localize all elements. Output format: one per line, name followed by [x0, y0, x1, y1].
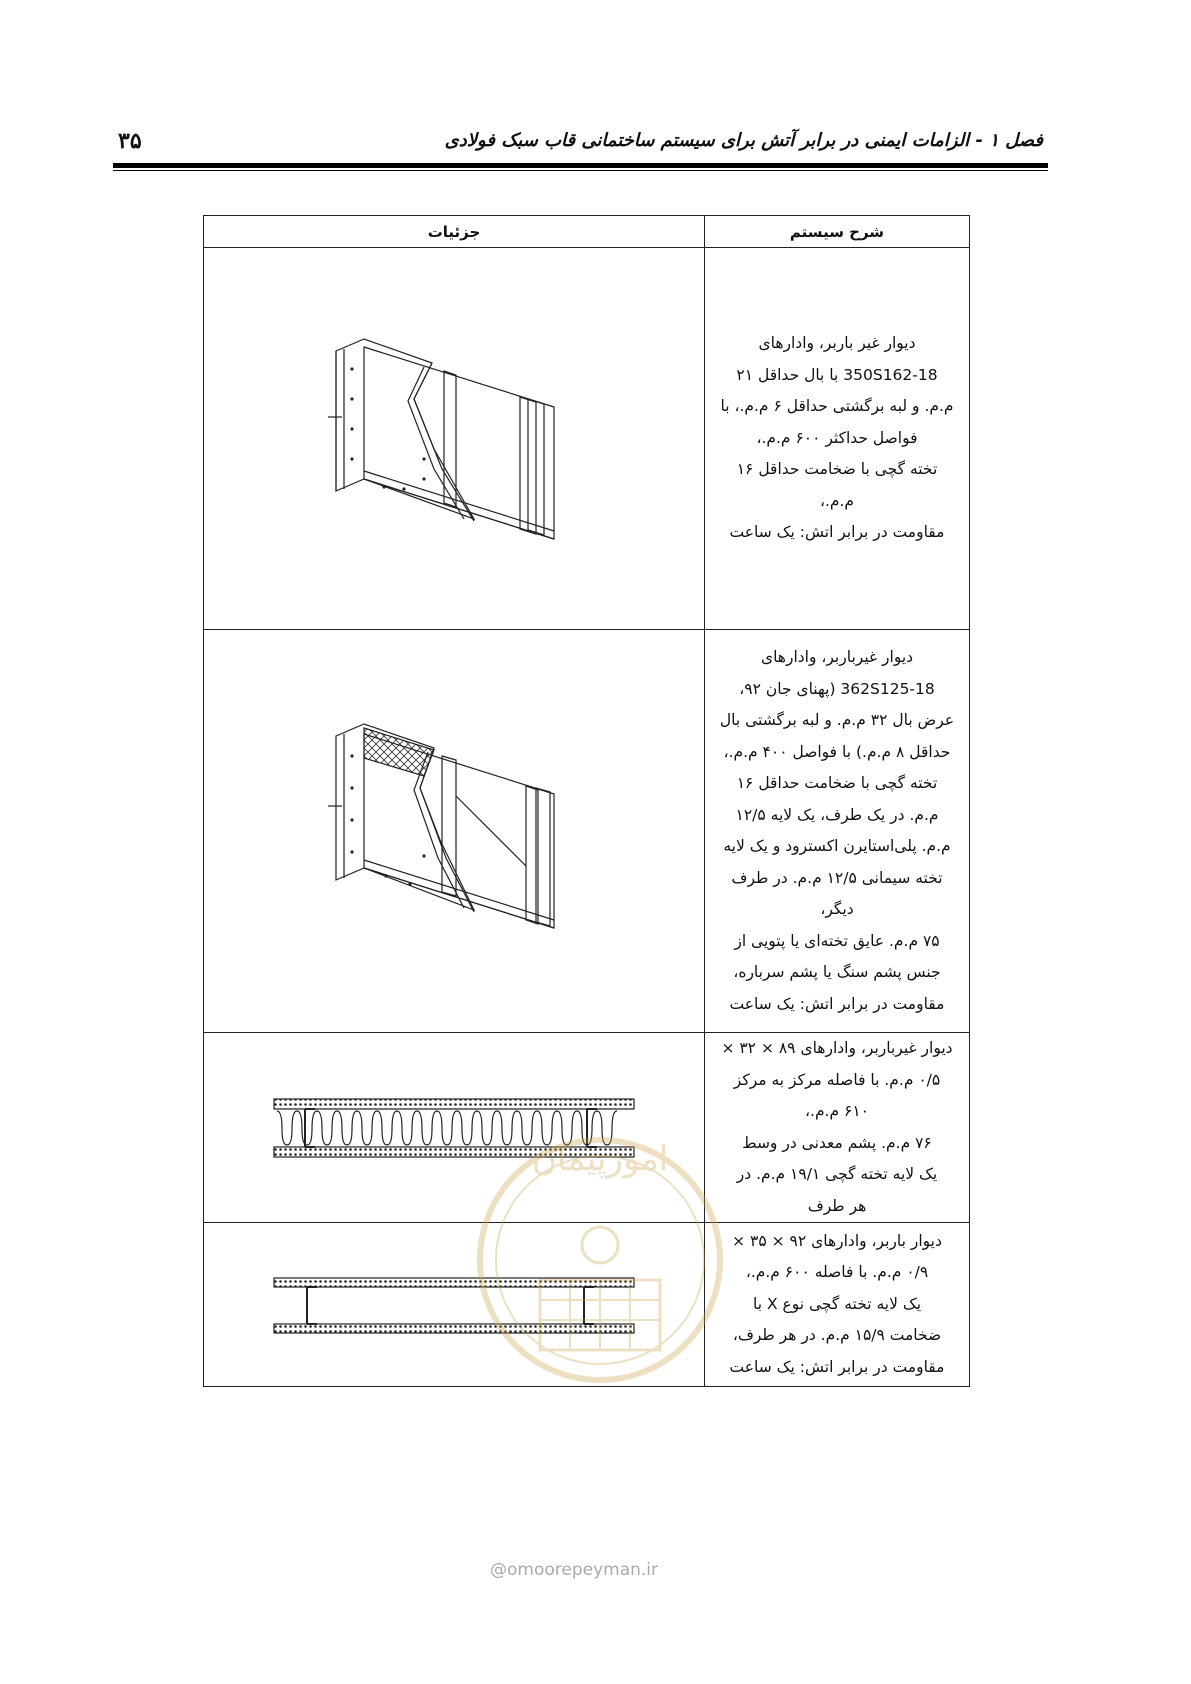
desc-line: دیوار غیرباربر، وادارهای ۸۹ × ۳۲ ×: [721, 1039, 953, 1057]
row-2-figure: [204, 630, 705, 1033]
page-number: ۳۵: [118, 128, 142, 154]
desc-line: 350S162-18 با بال حداقل ۲۱: [736, 365, 938, 384]
desc-line: تخته گچی با ضخامت حداقل ۱۶: [736, 460, 938, 479]
table-row: [204, 248, 970, 630]
desc-line: هر طرف: [807, 1196, 867, 1215]
desc-line: مقاومت در برابر اتش: یک ساعت: [729, 994, 945, 1013]
row-1-figure: [204, 248, 705, 630]
row-3-description: [705, 1033, 970, 1223]
desc-line: تخته گچی با ضخامت حداقل ۱۶: [736, 774, 938, 792]
header-rule-thin: [113, 170, 1048, 171]
row-1-description: [705, 248, 970, 630]
watermark-url: @omoorepeyman.ir: [490, 1560, 659, 1580]
desc-line: جنس پشم سنگ یا پشم سرباره،: [733, 963, 941, 981]
desc-line: م.م. در یک طرف، یک لایه ۱۲/۵: [735, 805, 939, 824]
desc-line: یک لایه تخته گچی ۱۹/۱ م.م. در: [736, 1165, 938, 1183]
desc-line: ضخامت ۱۵/۹ م.م. در هر طرف،: [732, 1326, 942, 1345]
desc-line: عرض بال ۳۲ م.م. و لبه برگشتی بال: [719, 711, 955, 729]
row-4-description: [705, 1223, 970, 1387]
desc-line: یک لایه تخته گچی نوع X با: [752, 1294, 922, 1313]
desc-line: مقاومت در برابر اتش: یک ساعت: [729, 1357, 945, 1376]
desc-line: دیوار غیرباربر، وادارهای: [760, 648, 914, 666]
desc-line: ۷۵ م.م. عایق تخته‌ای یا پتویی از: [734, 931, 940, 950]
desc-line: حداقل ۸ م.م.) با فواصل ۴۰۰ م.م.،: [723, 742, 951, 761]
wall-assembly-drawing-2: [324, 716, 584, 946]
desc-line: ۰/۹ م.م. با فاصله ۶۰۰ م.م.،: [745, 1263, 929, 1282]
desc-line: م.م.،: [819, 491, 855, 510]
desc-line: فواصل حداکثر ۶۰۰ م.م.،: [756, 428, 918, 447]
desc-line: م.م. پلی‌استایرن اکسترود و یک لایه: [723, 837, 951, 855]
desc-line: دیگر،: [820, 900, 854, 918]
desc-line: ۰/۵ م.م. با فاصله مرکز به مرکز: [733, 1070, 941, 1089]
table-header-row: [204, 216, 970, 248]
desc-line: تخته سیمانی ۱۲/۵ م.م. در طرف: [731, 868, 943, 887]
desc-line: دیوار باربر، وادارهای ۹۲ × ۳۵ ×: [732, 1231, 942, 1250]
header-description: شرح سیستم: [705, 216, 970, 248]
header-rule-thick: [113, 163, 1048, 168]
table-row: [204, 630, 970, 1033]
running-head: فصل ۱ - الزامات ایمنی در برابر آتش برای سیستم ساختمانی قاب سبک فولادی: [444, 130, 1043, 151]
wall-assembly-drawing-1: [324, 329, 584, 549]
publisher-seal-watermark: [470, 1110, 730, 1460]
desc-line: ۶۱۰ م.م.،: [805, 1102, 869, 1120]
watermark-text: امورپیمان: [531, 1139, 669, 1179]
desc-line: مقاومت در برابر اتش: یک ساعت: [729, 523, 945, 542]
desc-line: م.م. و لبه برگشتی حداقل ۶ م.م.، با: [720, 397, 954, 416]
header-details: جزئیات: [204, 216, 705, 248]
desc-line: دیوار غیر باربر، وادارهای: [758, 334, 916, 353]
desc-line: ۷۶ م.م. پشم معدنی در وسط: [742, 1133, 932, 1152]
row-2-description: [705, 630, 970, 1033]
desc-line: 362S125-18 (پهنای جان ۹۲،: [739, 679, 935, 698]
